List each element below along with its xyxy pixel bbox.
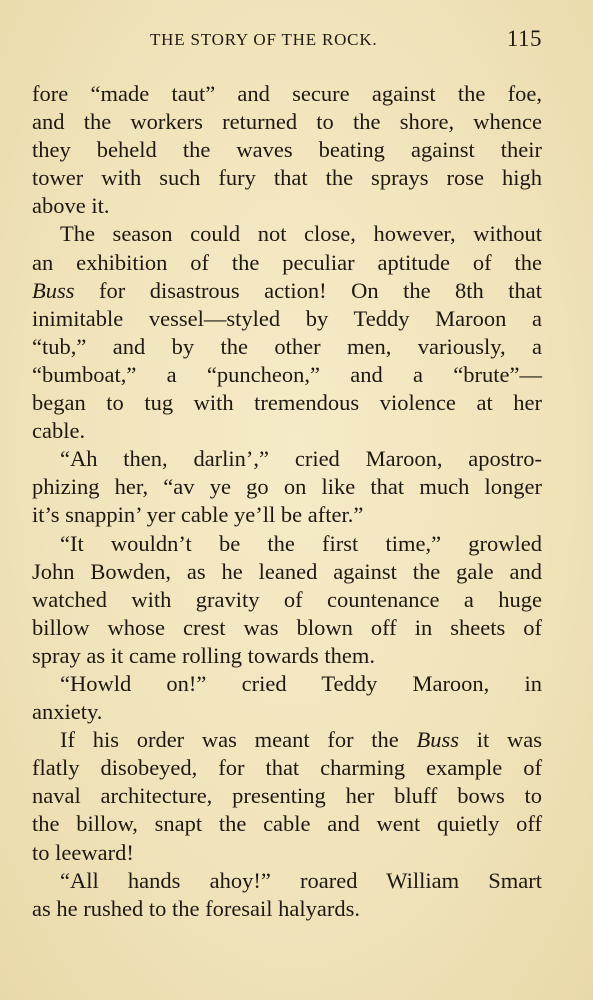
text-line: “Ah then, darlin’,” cried Maroon, apostro- — [60, 446, 542, 472]
text-line: tower with such fury that the sprays rose high — [32, 165, 542, 191]
text-segment: it was — [459, 727, 543, 753]
italic-ship-name: Buss — [416, 727, 460, 753]
text-line: above it. — [32, 193, 110, 219]
page-number: 115 — [506, 26, 542, 51]
text-line: they beheld the waves beating against their — [32, 137, 542, 163]
italic-ship-name: Buss — [32, 277, 75, 303]
text-line: billow whose crest was blown off in sheets of — [32, 614, 542, 640]
text-line: The season could not close, however, without — [60, 221, 542, 247]
text-line: spray as it came rolling towards them. — [32, 642, 376, 668]
text-line — [32, 277, 542, 305]
text-line: it’s snappin’ yer cable ye’ll be after.” — [32, 502, 364, 528]
running-head: THE STORY OF THE ROCK. — [150, 30, 378, 49]
text-line: “bumboat,” a “puncheon,” and a “brute”— — [32, 361, 542, 387]
body-text — [32, 80, 542, 923]
text-line: began to tug with tremendous violence at her — [32, 390, 542, 416]
text-line: anxiety. — [32, 699, 103, 725]
text-line: as he rushed to the foresail halyards. — [32, 895, 361, 921]
text-line: the billow, snapt the cable and went quietly off — [32, 811, 542, 837]
text-line: cable. — [32, 418, 86, 444]
text-line: fore “made taut” and secure against the foe, — [32, 81, 542, 106]
text-line: “tub,” and by the other men, variously, a — [32, 333, 542, 359]
text-line: watched with gravity of countenance a huge — [32, 586, 542, 612]
text-line: inimitable vessel—styled by Teddy Maroon a — [32, 305, 542, 331]
text-line: “Howld on!” cried Teddy Maroon, in — [60, 670, 542, 696]
text-line: and the workers returned to the shore, whence — [32, 109, 542, 135]
text-line: an exhibition of the peculiar aptitude of the — [32, 249, 542, 275]
text-line: phizing her, “av ye go on like that much longer — [32, 474, 542, 500]
text-line: John Bowden, as he leaned against the gale and — [32, 558, 542, 584]
text-segment: for disastrous action! On the 8th that — [74, 277, 542, 303]
text-segment: If his order was meant for the — [60, 727, 417, 753]
text-line: “All hands ahoy!” roared William Smart — [60, 867, 542, 893]
text-line: to leeward! — [32, 839, 134, 865]
text-line: flatly disobeyed, for that charming example of — [32, 755, 542, 781]
text-line: “It wouldn’t be the first time,” growled — [60, 530, 542, 556]
text-line — [32, 726, 542, 754]
text-line: naval architecture, presenting her bluff bows to — [32, 783, 542, 809]
page-header — [32, 26, 544, 56]
